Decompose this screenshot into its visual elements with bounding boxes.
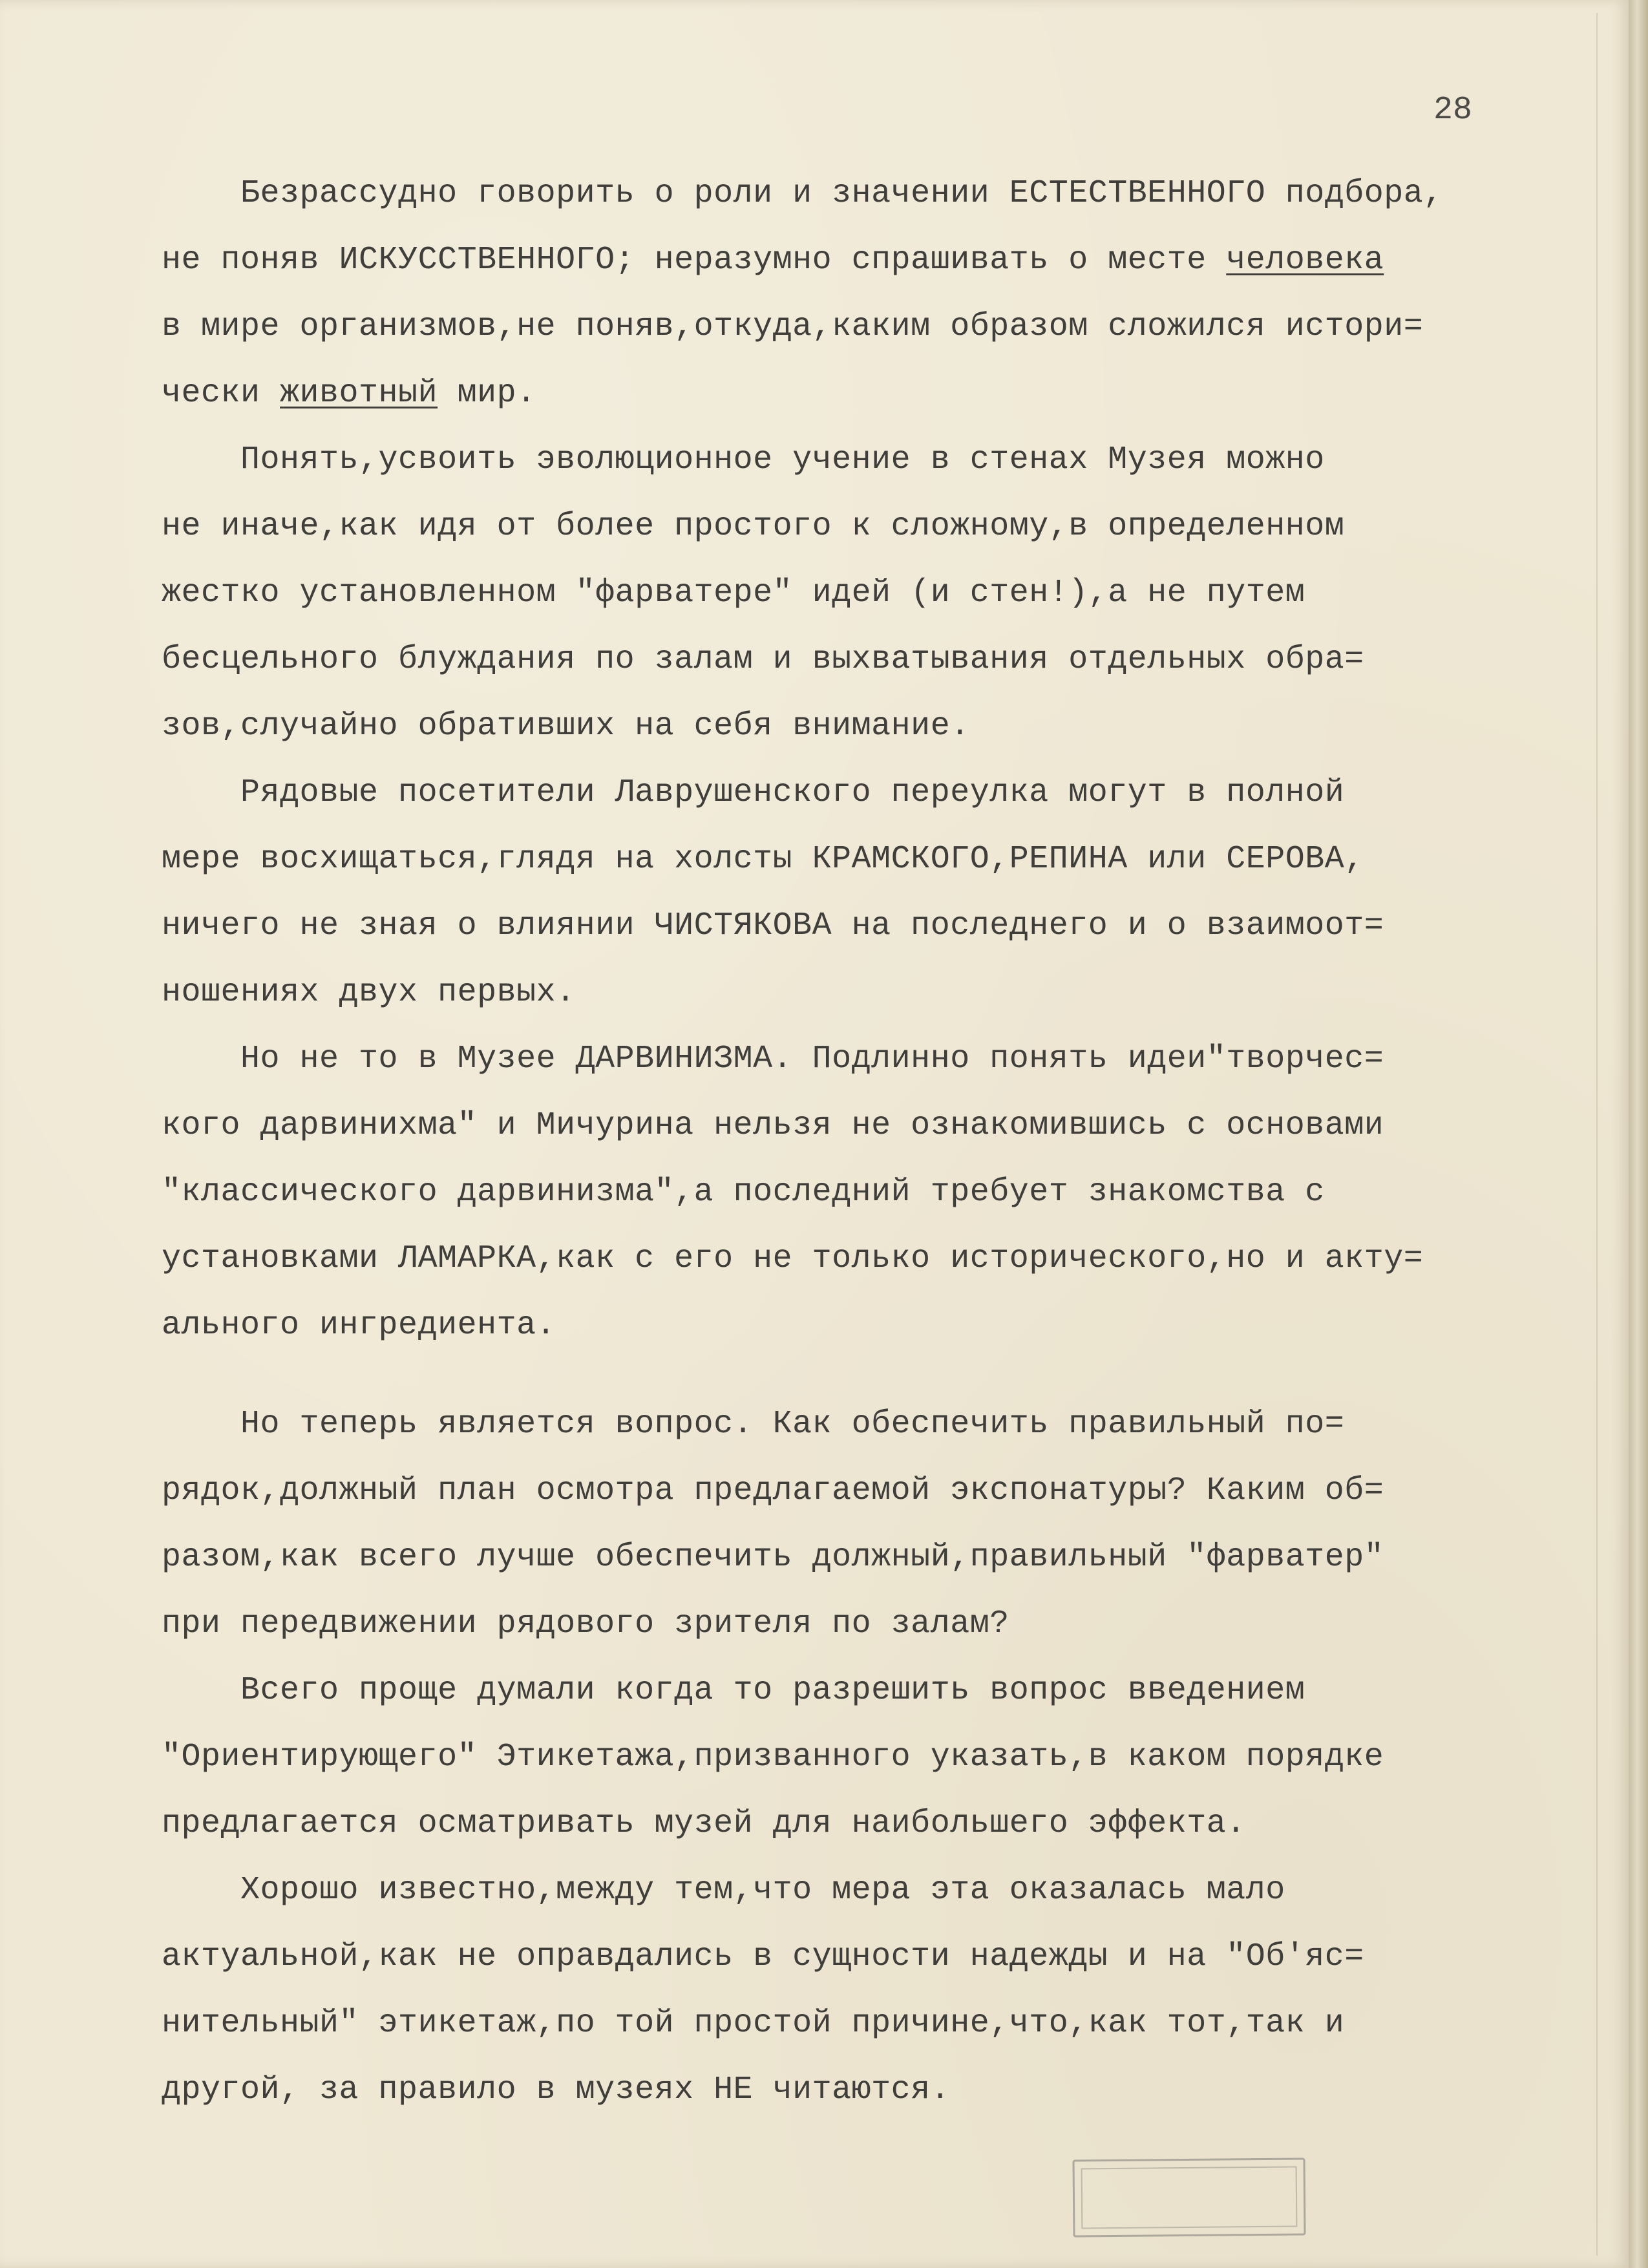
paragraph-gap (162, 1359, 1558, 1391)
paragraph (162, 1857, 1558, 2123)
text-line (162, 1591, 1558, 1657)
text-line (162, 1159, 1558, 1225)
underlined-word: человека (1226, 242, 1384, 279)
text-line (162, 1924, 1558, 1990)
text-line (162, 427, 1558, 493)
paragraph (162, 427, 1558, 759)
text-line (162, 1026, 1558, 1092)
text-segment: "Ориентирующего" Этикетажа,призванного указать,в каком порядке (162, 1739, 1384, 1775)
text-line (162, 227, 1558, 293)
archive-stamp-border (1081, 2167, 1298, 2229)
text-line (162, 1524, 1558, 1591)
underlined-word: животный (280, 375, 438, 412)
paragraph (162, 1026, 1558, 1359)
text-segment: чески (162, 375, 280, 412)
text-segment: мир. (438, 375, 536, 412)
text-line (162, 759, 1558, 826)
text-segment: рядок,должный план осмотра предлагаемой экспонатуры? Каким об= (162, 1472, 1384, 1509)
text-line (162, 693, 1558, 759)
text-line (162, 1092, 1558, 1159)
text-line (162, 1990, 1558, 2057)
text-segment: зов,случайно обративших на себя внимание. (162, 708, 970, 745)
page-number: 28 (1433, 92, 1473, 129)
paragraph (162, 759, 1558, 1026)
text-line (162, 893, 1558, 959)
text-segment: установками ЛАМАРКА,как с его не только исторического,но и акту= (162, 1240, 1424, 1277)
text-line (162, 1391, 1558, 1457)
text-line (162, 1857, 1558, 1924)
text-segment: в мире организмов,не поняв,откуда,каким образом сложился истори= (162, 308, 1424, 345)
text-segment: другой, за правило в музеях НЕ читаются. (162, 2072, 951, 2108)
page-right-edge (1629, 0, 1648, 2268)
text-segment: Но не то в Музее ДАРВИНИЗМА. Подлинно понять идеи"творчес= (162, 1041, 1384, 1077)
text-line (162, 1292, 1558, 1359)
text-segment: не поняв ИСКУССТВЕННОГО; неразумно спрашивать о месте (162, 242, 1227, 279)
text-segment: "классического дарвинизма",а последний требует знакомства с (162, 1174, 1325, 1211)
page-fold-line (1596, 13, 1598, 2256)
paragraph (162, 1657, 1558, 1857)
text-segment: кого дарвинихма" и Мичурина нельзя не ознакомившись с основами (162, 1107, 1384, 1144)
text-line (162, 626, 1558, 693)
text-line (162, 1225, 1558, 1292)
text-segment: Всего проще думали когда то разрешить вопрос введением (162, 1672, 1305, 1709)
text-segment: предлагается осматривать музей для наибольшего эффекта. (162, 1805, 1246, 1842)
text-line (162, 2057, 1558, 2123)
text-line (162, 560, 1558, 626)
text-line (162, 360, 1558, 427)
text-line (162, 1790, 1558, 1857)
text-line (162, 1457, 1558, 1524)
archive-stamp (1072, 2157, 1305, 2237)
paragraph (162, 1391, 1558, 1657)
text-segment: ничего не зная о влиянии ЧИСТЯКОВА на последнего и о взаимоот= (162, 907, 1384, 944)
text-segment: Хорошо известно,между тем,что мера эта оказалась мало (162, 1872, 1285, 1909)
text-line (162, 1724, 1558, 1790)
text-segment: актуальной,как не оправдались в сущности надежды и на "Об'яс= (162, 1938, 1364, 1975)
text-line (162, 959, 1558, 1026)
text-line (162, 293, 1558, 360)
text-segment: не иначе,как идя от более простого к сложному,в определенном (162, 508, 1345, 545)
text-segment: Но теперь является вопрос. Как обеспечить правильный по= (162, 1406, 1345, 1443)
typed-text-body (162, 160, 1558, 2123)
text-segment: разом,как всего лучше обеспечить должный,правильный "фарватер" (162, 1539, 1384, 1576)
text-segment: ношениях двух первых. (162, 974, 576, 1011)
text-line (162, 1657, 1558, 1724)
text-segment: Рядовые посетители Лаврушенского переулка могут в полной (162, 774, 1345, 811)
text-segment: при передвижении рядового зрителя по залам? (162, 1606, 1009, 1642)
text-segment: ального ингредиента. (162, 1307, 556, 1344)
text-segment: Понять,усвоить эволюционное учение в стенах Музея можно (162, 441, 1325, 478)
text-segment: мере восхищаться,глядя на холсты КРАМСКОГО,РЕПИНА или СЕРОВА, (162, 841, 1364, 878)
paragraph (162, 160, 1558, 427)
text-line (162, 160, 1558, 227)
text-segment: бесцельного блуждания по залам и выхватывания отдельных обра= (162, 641, 1364, 678)
text-segment: жестко установленном "фарватере" идей (и стен!),а не путем (162, 575, 1305, 611)
text-segment: Безрассудно говорить о роли и значении ЕСТЕСТВЕННОГО подбора, (162, 175, 1443, 212)
text-line (162, 493, 1558, 560)
text-segment: нительный" этикетаж,по той простой причине,что,как тот,так и (162, 2005, 1345, 2042)
text-line (162, 826, 1558, 893)
